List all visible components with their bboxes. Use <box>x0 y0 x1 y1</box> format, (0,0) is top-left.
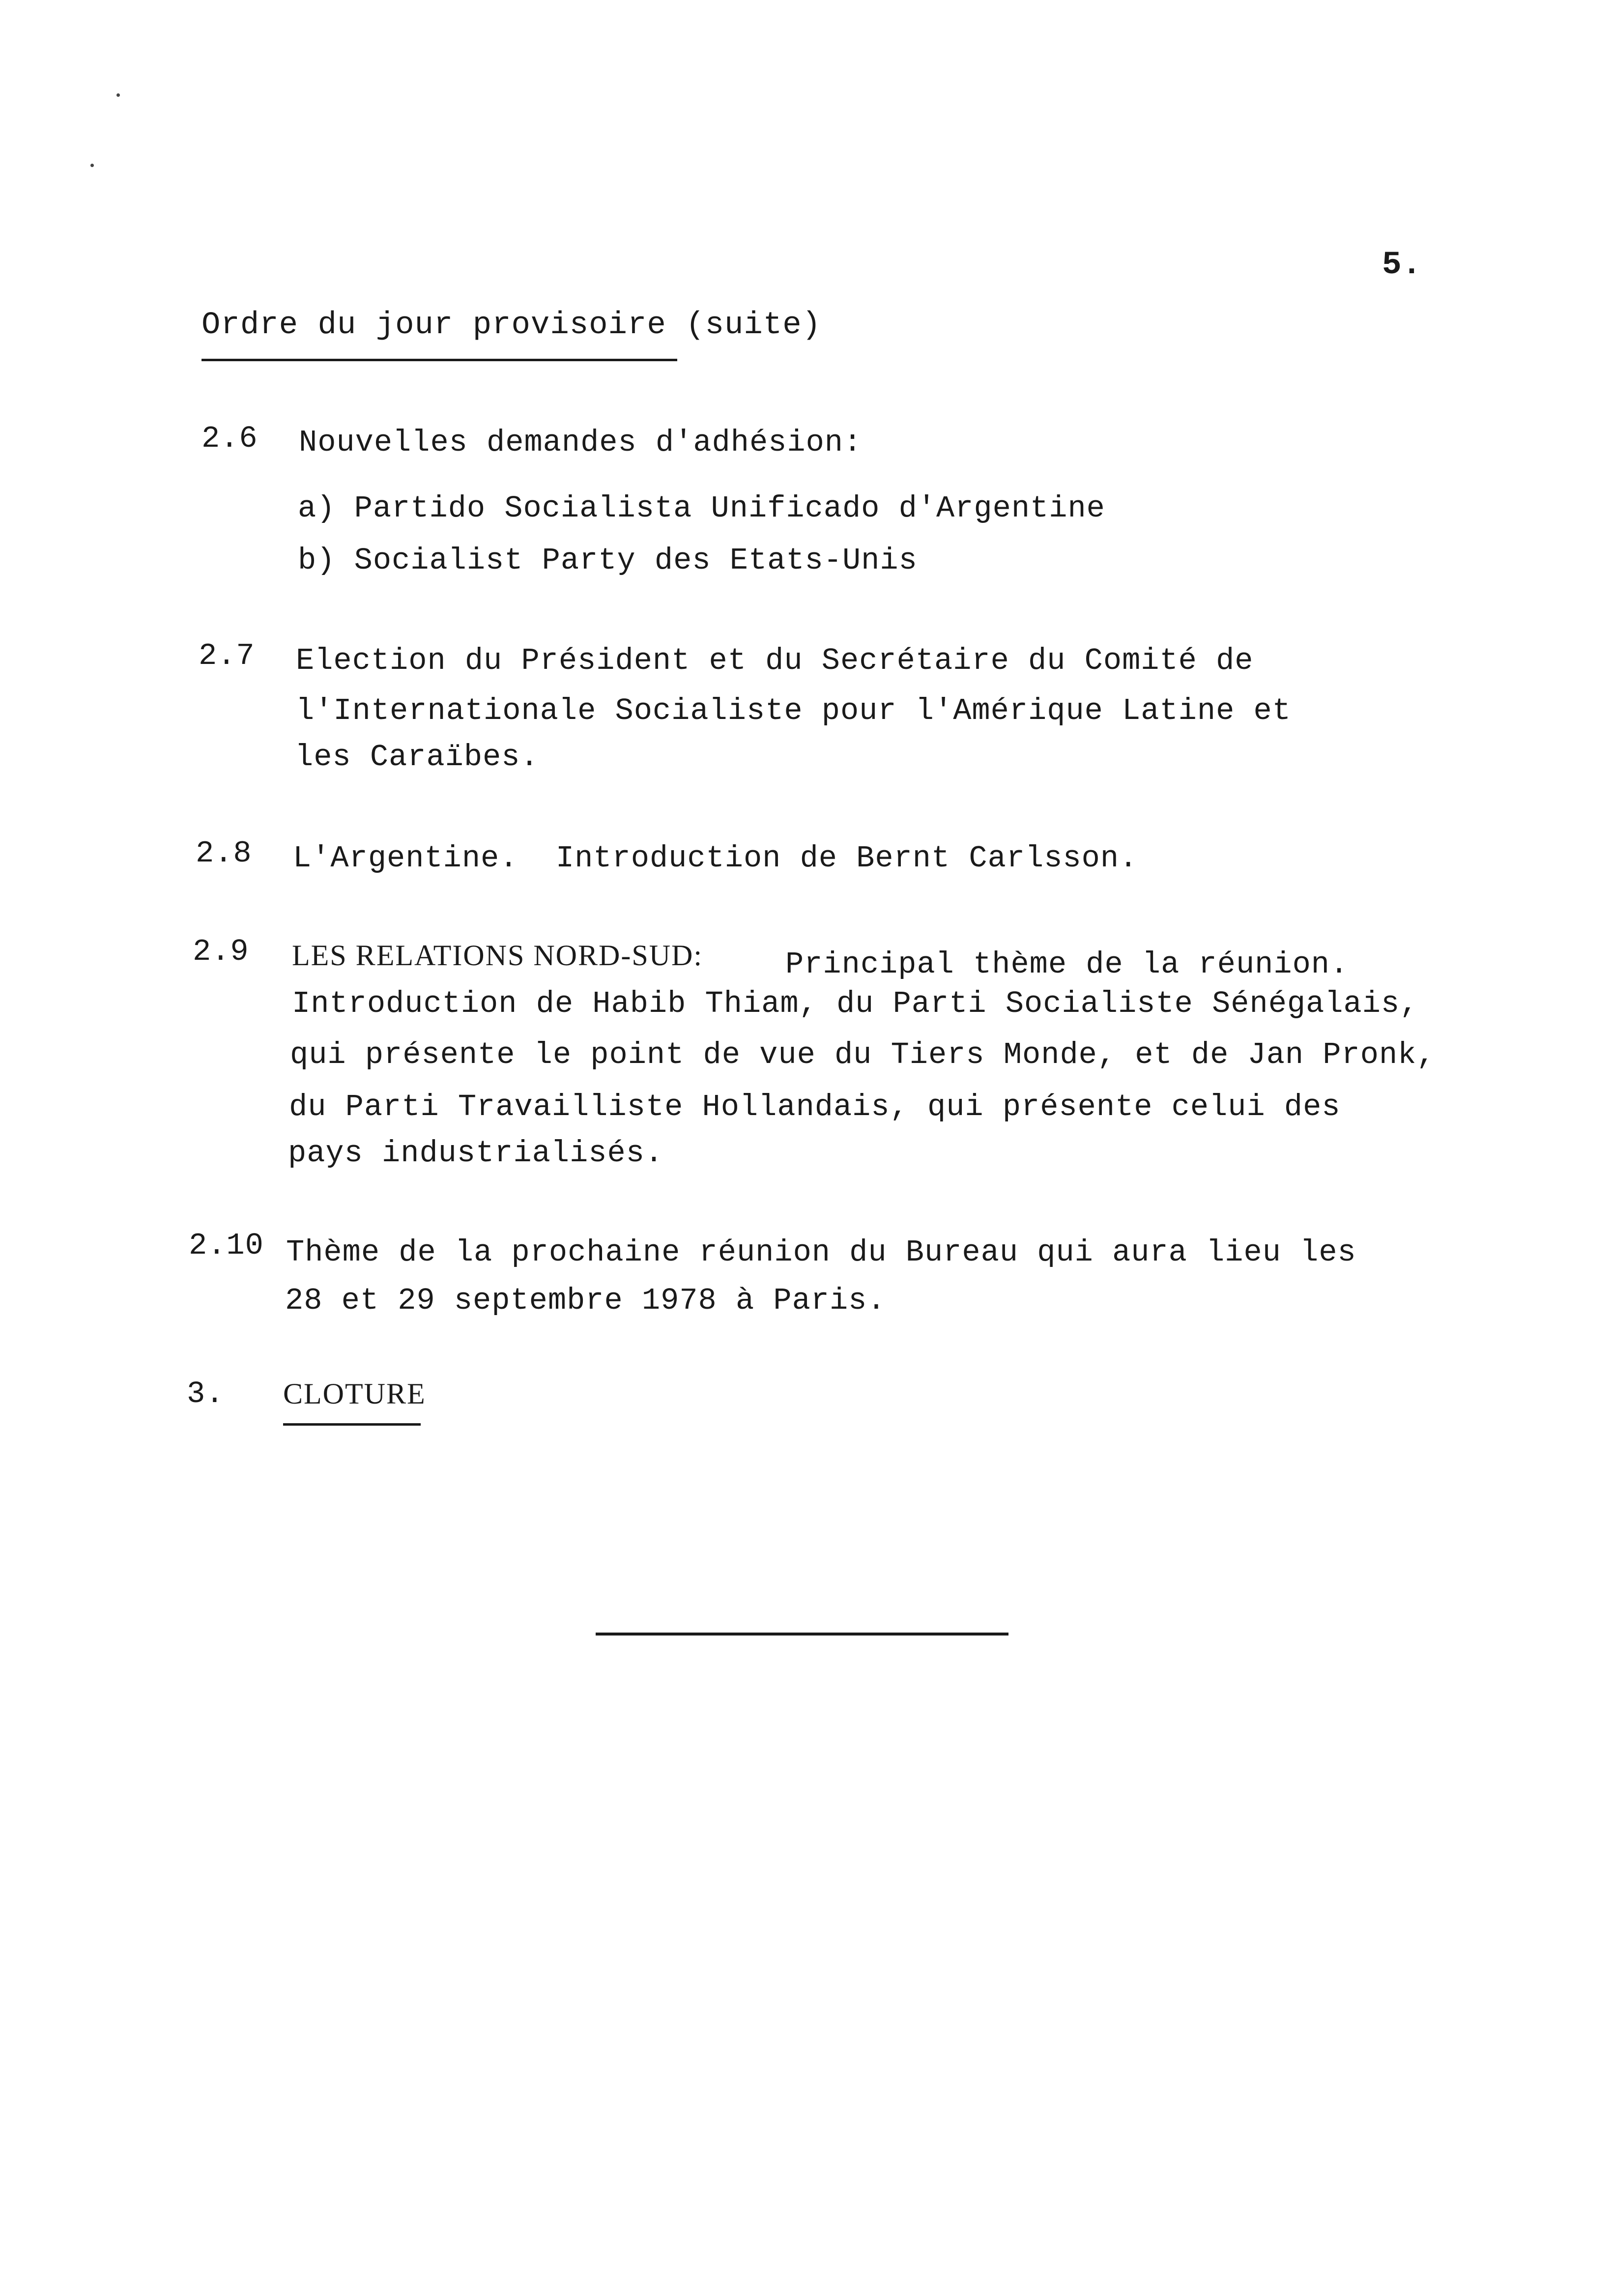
sub-item: b) Socialist Party des Etats-Unis <box>298 543 918 578</box>
item-number: 3. <box>187 1377 225 1411</box>
item-text-line: qui présente le point de vue du Tiers Monde, et de Jan Pronk, <box>290 1037 1436 1072</box>
item-caps-lead: LES RELATIONS NORD-SUD: <box>292 939 703 972</box>
end-rule <box>596 1633 1008 1636</box>
item-text-line: L'Argentine. Introduction de Bernt Carlsson. <box>293 841 1138 876</box>
item-text-line: Election du Président et du Secrétaire du Comité de <box>296 643 1254 678</box>
item-text-line: Nouvelles demandes d'adhésion: <box>299 425 863 460</box>
sub-item: a) Partido Socialista Unificado d'Argentine <box>298 491 1105 526</box>
title-underline <box>202 359 677 361</box>
item-number: 2.9 <box>193 934 249 969</box>
item-text-line: Thème de la prochaine réunion du Bureau qui aura lieu les <box>286 1235 1356 1270</box>
item-text-line: les Caraïbes. <box>295 740 539 775</box>
item-caps-lead: CLOTURE <box>283 1378 426 1410</box>
page-title: Ordre du jour provisoire (suite) <box>202 308 821 343</box>
scan-speck <box>116 93 120 97</box>
item-number: 2.10 <box>189 1228 264 1263</box>
item-text-line: Introduction de Habib Thiam, du Parti Socialiste Sénégalais, <box>292 986 1419 1021</box>
item-text-line: l'Internationale Socialiste pour l'Amérique Latine et <box>296 693 1291 728</box>
item-text-line: Principal thème de la réunion. <box>785 947 1349 982</box>
item-text-line: du Parti Travailliste Hollandais, qui présente celui des <box>289 1090 1341 1124</box>
item-number: 2.8 <box>196 836 252 871</box>
page-number: 5. <box>1382 246 1422 283</box>
item-number: 2.7 <box>199 638 255 673</box>
item-text-line: pays industrialisés. <box>288 1136 664 1171</box>
cloture-underline <box>283 1423 421 1426</box>
item-number: 2.6 <box>202 421 258 456</box>
item-text-line: 28 et 29 septembre 1978 à Paris. <box>285 1283 886 1318</box>
scan-speck <box>90 164 94 167</box>
